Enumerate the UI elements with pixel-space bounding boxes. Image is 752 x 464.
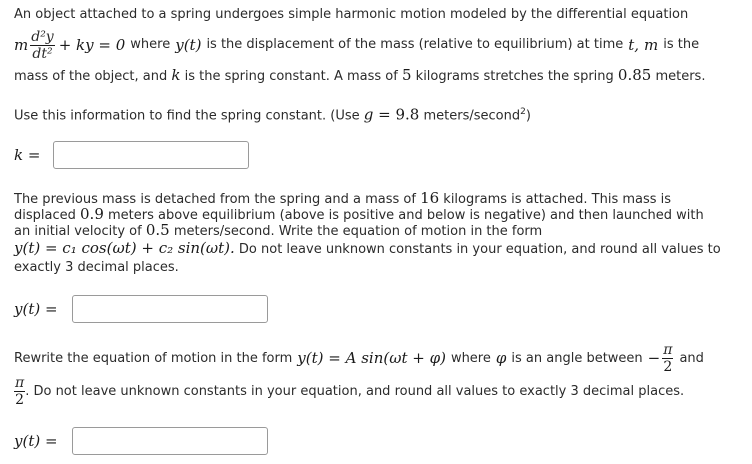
part2-line2-a: displaced (14, 208, 76, 223)
ode-m: m (14, 36, 29, 54)
ode-rest: + ky = 0 (58, 36, 126, 54)
use-info-text: Use this information to find the spring constant. (Use (14, 108, 360, 124)
mass2-value: 16 (420, 189, 440, 207)
k-label-var: k (14, 146, 24, 164)
pi-numerator-2: π (15, 374, 25, 391)
part2-line1-b: kilograms is attached. This mass is (443, 192, 672, 207)
y-label-part2-var: y(t) (14, 300, 41, 318)
negative-sign: − (647, 348, 661, 367)
stretch-value: 0.85 (617, 66, 652, 84)
g-units: meters/second (423, 108, 521, 124)
neg-pi-over-2-fraction (662, 342, 673, 375)
y-label-part2-eq: = (40, 300, 58, 318)
ode-line (14, 25, 699, 65)
part3-where: where (450, 350, 491, 366)
displacement-text: is the displacement of the mass (relative to equilibrium) at time (206, 37, 624, 52)
two-denominator: 2 (663, 358, 673, 375)
ode-frac-num: d²y (31, 28, 54, 45)
is-the-text: is the (663, 37, 700, 52)
g-value: 9.8 (395, 105, 420, 124)
equation-of-motion-input[interactable] (72, 295, 268, 323)
g-exponent: 2 (520, 107, 526, 117)
g-equation: g = (363, 105, 396, 124)
part2-line4-b: Do not leave unknown constants in your equation, and round all values to (238, 242, 721, 257)
ode-frac-den: dt² (32, 45, 53, 62)
k-variable: k (171, 66, 181, 84)
y-of-t: y(t) (175, 36, 202, 54)
use-info-line (14, 104, 531, 124)
velocity-value: 0.5 (145, 221, 170, 239)
mass-line (14, 67, 705, 85)
intro-text: An object attached to a spring undergoes simple harmonic motion modeled by the differential equation (14, 7, 689, 22)
stretch-text: kilograms stretches the spring (415, 69, 614, 84)
and-text: and (679, 350, 704, 366)
y-label-part3-var: y(t) (14, 432, 41, 450)
part2-line2-b: meters above equilibrium (above is positive and below is negative) and then launched with (108, 208, 704, 223)
part3-line2 (14, 374, 684, 408)
part3-form-equation: y(t) = A sin(ωt + φ) (297, 348, 446, 367)
spring-constant-input[interactable] (53, 141, 249, 169)
part3-line1-a: Rewrite the equation of motion in the form (14, 350, 293, 366)
mass-value: 5 (401, 66, 412, 84)
part2-line3 (14, 222, 542, 240)
pi-numerator: π (663, 341, 673, 358)
meters-text: meters. (655, 69, 706, 84)
k-label-eq: = (23, 146, 41, 164)
part3-line2-b: . Do not leave unknown constants in your equation, and round all values to exactly 3 decimal places. (25, 383, 685, 399)
part2-line1-a: The previous mass is detached from the spring and a mass of (14, 192, 416, 207)
part2-form-equation: y(t) = c₁ cos(ωt) + c₂ sin(ωt). (14, 239, 235, 257)
spring-const-text: is the spring constant. A mass of (184, 69, 398, 84)
close-paren: ) (525, 108, 531, 124)
two-denominator-2: 2 (15, 391, 25, 408)
pi-over-2-fraction (14, 375, 25, 408)
where-text: where (130, 37, 171, 52)
t-variable: t, (628, 36, 640, 54)
ode-derivative-fraction (30, 29, 54, 62)
displacement-value: 0.9 (80, 205, 104, 223)
m-variable: m (644, 36, 659, 54)
y-label-part2 (14, 300, 58, 318)
phi-symbol: φ (495, 348, 507, 367)
part3-line1-c: is an angle between (511, 350, 643, 366)
part2-line3-a: an initial velocity of (14, 224, 142, 239)
part2-line3-b: meters/second. Write the equation of motion in the form (173, 224, 543, 239)
y-label-part3-eq: = (40, 432, 58, 450)
part2-line5: exactly 3 decimal places. (14, 260, 179, 275)
mass-text: mass of the object, and (14, 69, 168, 84)
amplitude-phase-equation-input[interactable] (72, 427, 268, 455)
part3-line1 (14, 341, 704, 375)
y-label-part3 (14, 432, 58, 450)
k-label (14, 146, 40, 164)
part2-line4 (14, 240, 721, 258)
